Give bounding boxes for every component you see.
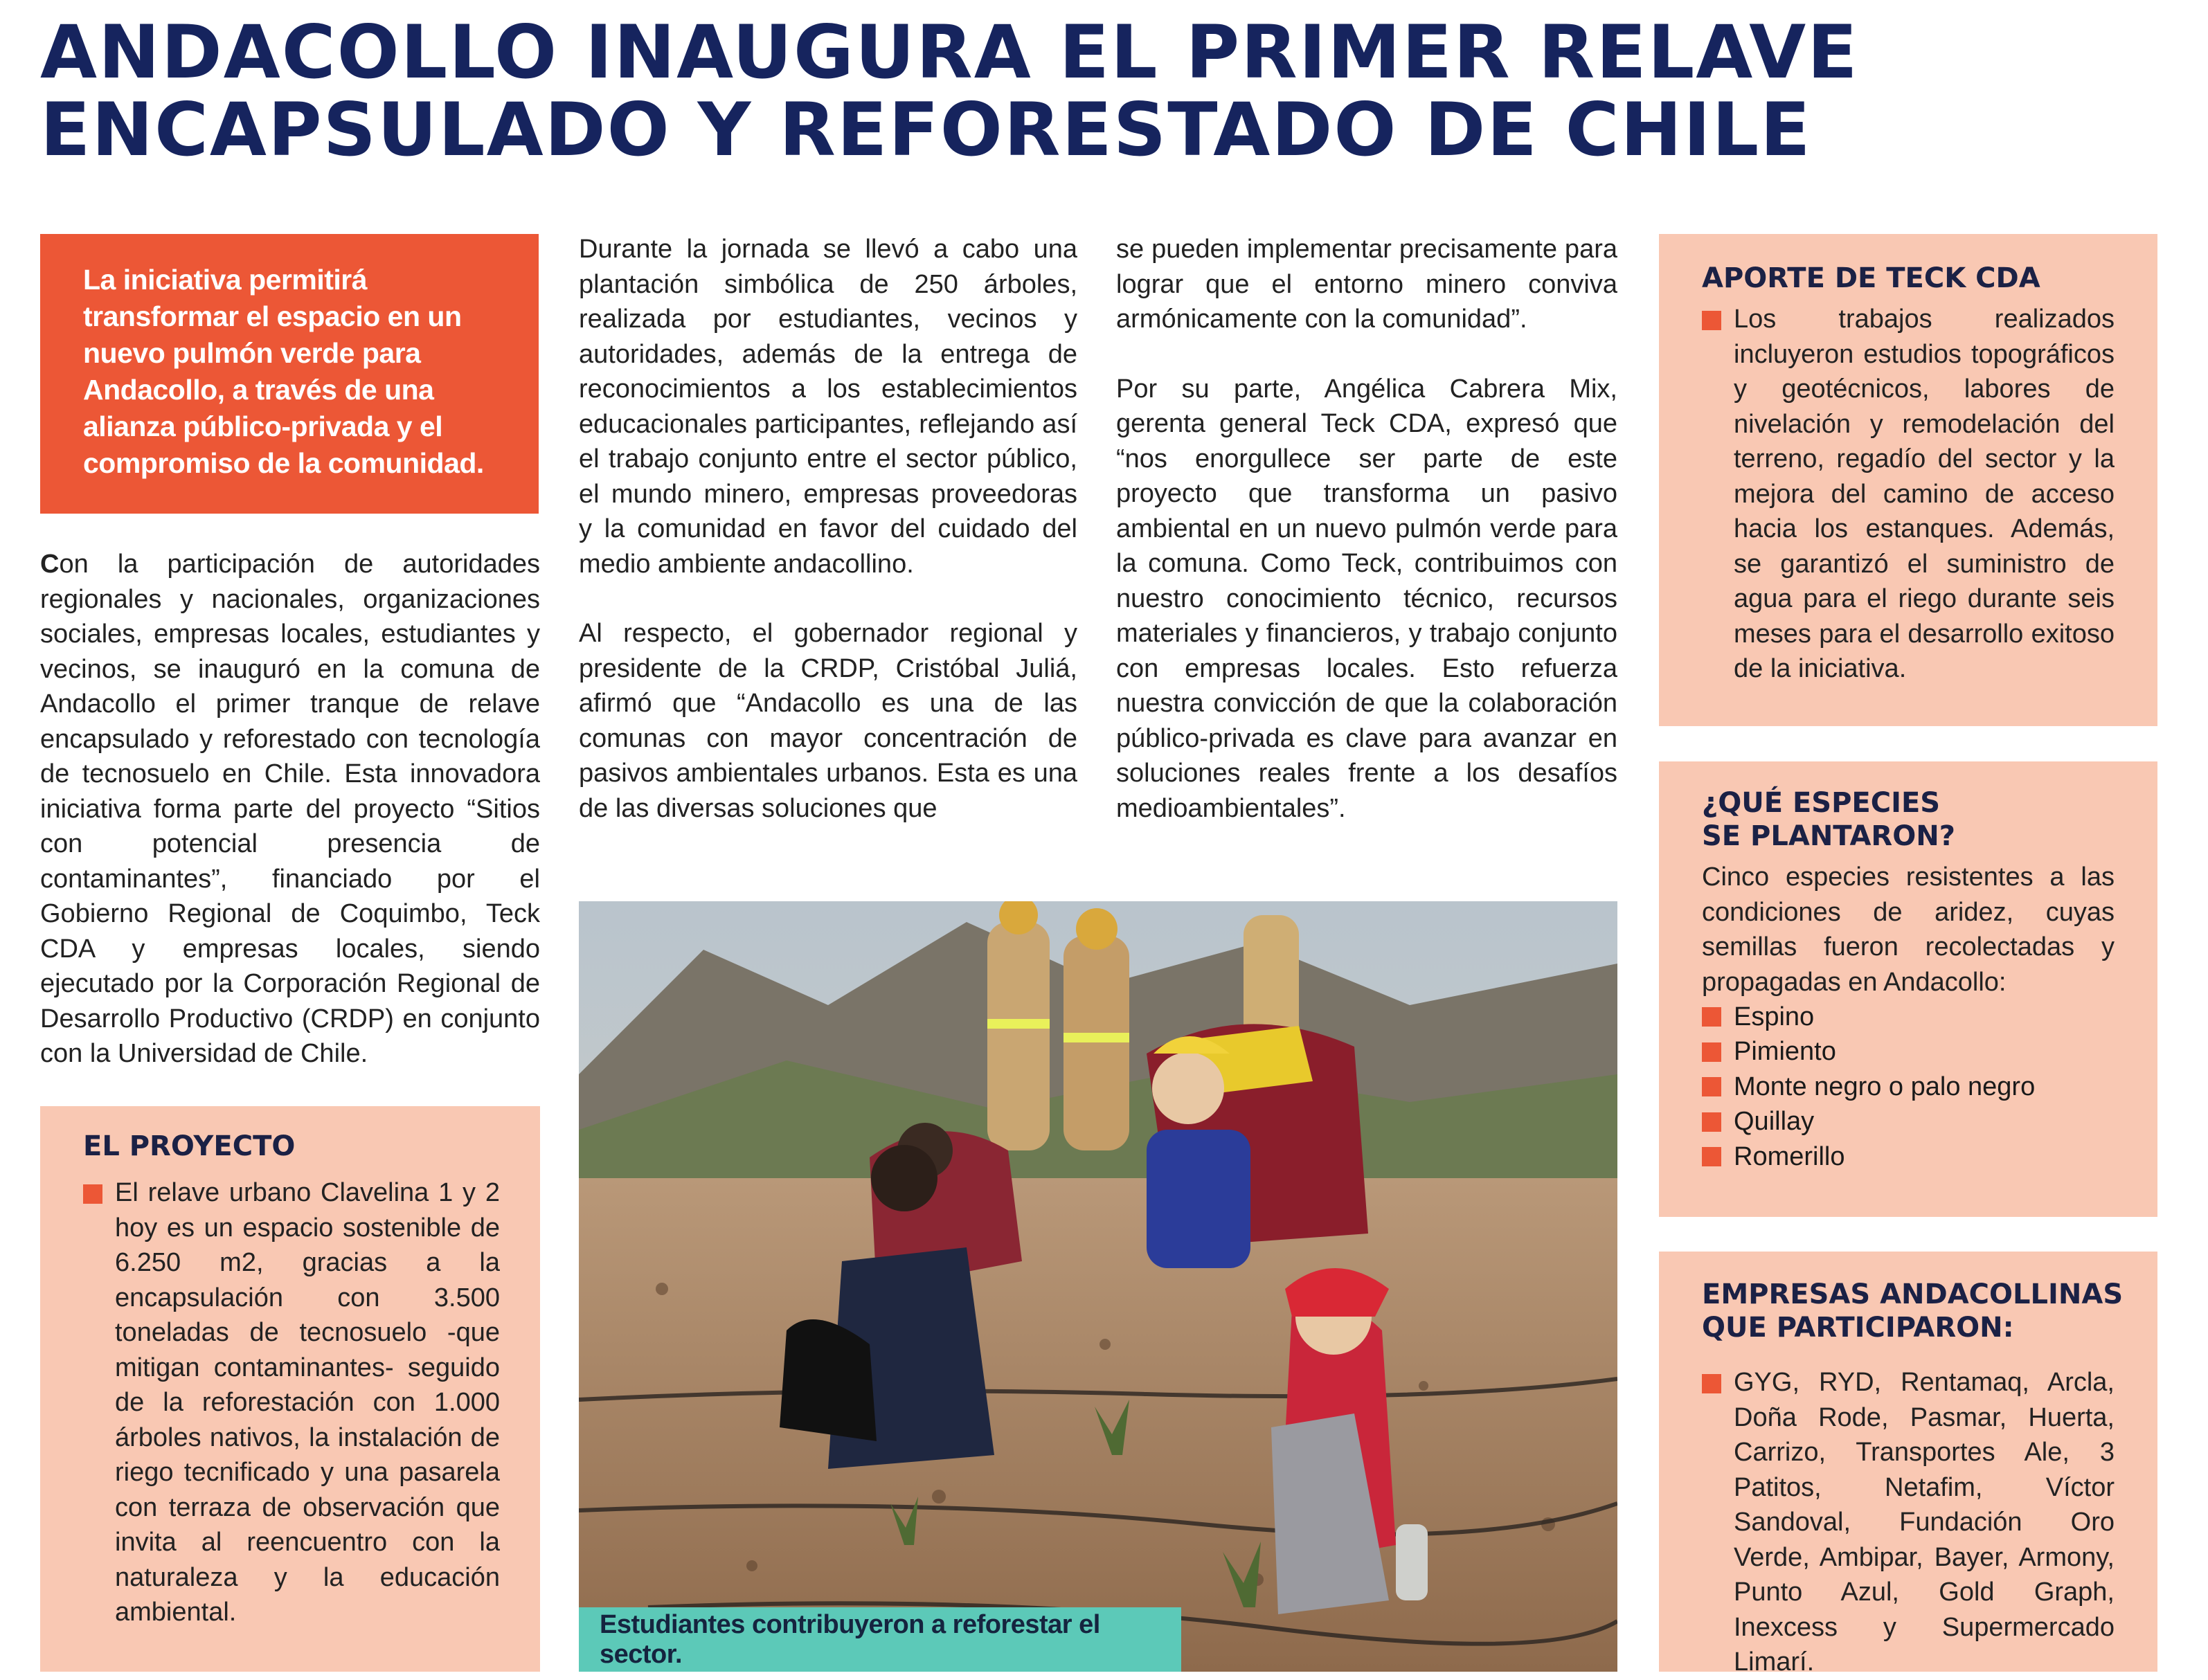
especies-title-line-2: SE PLANTARON? [1702, 820, 1955, 852]
el-proyecto-box [40, 1106, 540, 1672]
species-name: Quillay [1734, 1107, 1815, 1137]
bullet-square-icon [1702, 1147, 1721, 1166]
species-list [1702, 1000, 2115, 1175]
el-proyecto-item [83, 1175, 500, 1630]
empresas-title-line-2: QUE PARTICIPARON: [1702, 1312, 2014, 1344]
empresas-box [1659, 1252, 2157, 1677]
empresas-item [1702, 1365, 2130, 1680]
aporte-box [1659, 234, 2157, 726]
aporte-title: APORTE DE TECK CDA [1702, 262, 2040, 294]
column-2-paragraph-2: Al respecto, el gobernador regional y presidente de la CRDP, Cristóbal Juliá, afirmó que “Andacollo es una de las comunas con mayor concentración de pasivos ambientales urbanos. Esta es una de las diversas soluciones que [579, 619, 1077, 823]
bullet-square-icon [1702, 1042, 1721, 1062]
empresas-title-line-1: EMPRESAS ANDACOLLINAS [1702, 1279, 2124, 1310]
bullet-square-icon [1702, 311, 1721, 330]
bullet-square-icon [1702, 1077, 1721, 1096]
el-proyecto-text: El relave urbano Clavelina 1 y 2 hoy es un espacio sostenible de 6.250 m2, gracias a la encapsulación con 3.500 toneladas de tecnosuelo -que mitigan contaminantes- seguido de la reforestación con 1.000 árboles nativos, la instalación de riego tecnificado y una pasarela con terraza de observación que invita al reencuentro con la naturaleza y la educación ambiental. [115, 1178, 500, 1627]
drop-cap: C [40, 550, 60, 579]
empresas-title [1702, 1278, 2130, 1344]
intro-paragraph-text: on la participación de autoridades regionales y nacionales, organizaciones sociales, empresas locales, estudiantes y vecinos, se inauguró en la comuna de Andacollo el primer tranque de relave encapsulado y reforestado con tecnología de tecnosuelo en Chile. Esta innovadora iniciativa forma parte del proyecto “Sitios con potencial presencia de contaminantes”, financiado por el Gobierno Regional de Coquimbo, Teck CDA y empresas locales, siendo ejecutado por la Corporación Regional de Desarrollo Productivo (CRDP) en conjunto con la Universidad de Chile. [40, 550, 540, 1068]
headline-line-2: ENCAPSULADO Y REFORESTADO DE CHILE [40, 87, 1812, 172]
bullet-square-icon [83, 1184, 102, 1204]
students-planting-photo [579, 901, 1617, 1672]
list-item [1702, 1035, 2115, 1070]
especies-intro: Cinco especies resistentes a las condiciones de aridez, cuyas semillas fueron recolectadas y propagadas en Andacollo: [1702, 862, 2115, 997]
photo-caption-bar [579, 1607, 1181, 1672]
especies-title-line-1: ¿QUÉ ESPECIES [1702, 787, 1941, 819]
column-3-paragraph-2: Por su parte, Angélica Cabrera Mix, gerenta general Teck CDA, expresó que “nos enorgullece ser parte de este proyecto que transforma un pasivo ambiental en un nuevo pulmón verde para la comuna. Como Teck, contribuimos con nuestro conocimiento técnico, recursos materiales y financieros, y trabajo conjunto con empresas locales. Esto refuerza nuestra convicción de que la colaboración público-privada es clave para avanzar en soluciones reales frente a los desafíos medioambientales”. [1116, 374, 1617, 823]
lede-text: La iniciativa permitirá transformar el espacio en un nuevo pulmón verde para Andacollo, a través de una alianza público-privada y el compromiso de la comunidad. [83, 264, 484, 479]
list-item [1702, 1139, 2115, 1175]
headline-line-1: ANDACOLLO INAUGURA EL PRIMER RELAVE [40, 10, 1859, 95]
intro-paragraph [40, 547, 540, 1072]
list-item [1702, 1105, 2115, 1140]
photo-illustration [579, 901, 1617, 1672]
bullet-square-icon [1702, 1007, 1721, 1027]
especies-title [1702, 786, 2115, 853]
column-3-paragraph-1: se pueden implementar precisamente para lograr que el entorno minero conviva armónicamente con la comunidad”. [1116, 235, 1617, 334]
el-proyecto-title: EL PROYECTO [83, 1130, 296, 1162]
list-item [1702, 1000, 2115, 1035]
bullet-square-icon [1702, 1374, 1721, 1393]
species-name: Romerillo [1734, 1141, 1845, 1171]
aporte-text: Los trabajos realizados incluyeron estudios topográficos y geotécnicos, labores de nivelación y remodelación del terreno, regadío del sector y la mejora del camino de acceso hacia los estanques. Además, se garantizó el suministro de agua para el riego durante seis meses para el desarrollo exitoso de la iniciativa. [1734, 305, 2115, 683]
headline [40, 10, 2173, 172]
species-name: Espino [1734, 1002, 1815, 1031]
lede-box [40, 234, 539, 514]
column-3 [1116, 232, 1617, 826]
column-1 [40, 547, 540, 1072]
bullet-square-icon [1702, 1112, 1721, 1132]
column-2 [579, 232, 1077, 826]
empresas-text: GYG, RYD, Rentamaq, Arcla, Doña Rode, Pasmar, Huerta, Carrizo, Transportes Ale, 3 Patitos, Netafim, Víctor Sandoval, Fundación Oro Verde, Ambipar, Bayer, Armony, Punto Azul, Gold Graph, Inexcess y Supermercado Limarí. [1734, 1368, 2115, 1677]
species-name: Monte negro o palo negro [1734, 1072, 2036, 1101]
list-item [1702, 1069, 2115, 1105]
especies-box [1659, 761, 2157, 1217]
column-2-paragraph-1: Durante la jornada se llevó a cabo una plantación simbólica de 250 árboles, realizada por estudiantes, vecinos y autoridades, además de la entrega de reconocimientos a los establecimientos educacionales participantes, reflejando así el trabajo conjunto entre el sector público, el mundo minero, empresas proveedoras y la comunidad en favor del cuidado del medio ambiente andacollino. [579, 235, 1077, 579]
aporte-item [1702, 302, 2115, 687]
photo-caption: Estudiantes contribuyeron a reforestar el sector. [600, 1609, 1100, 1669]
species-name: Pimiento [1734, 1037, 1836, 1067]
